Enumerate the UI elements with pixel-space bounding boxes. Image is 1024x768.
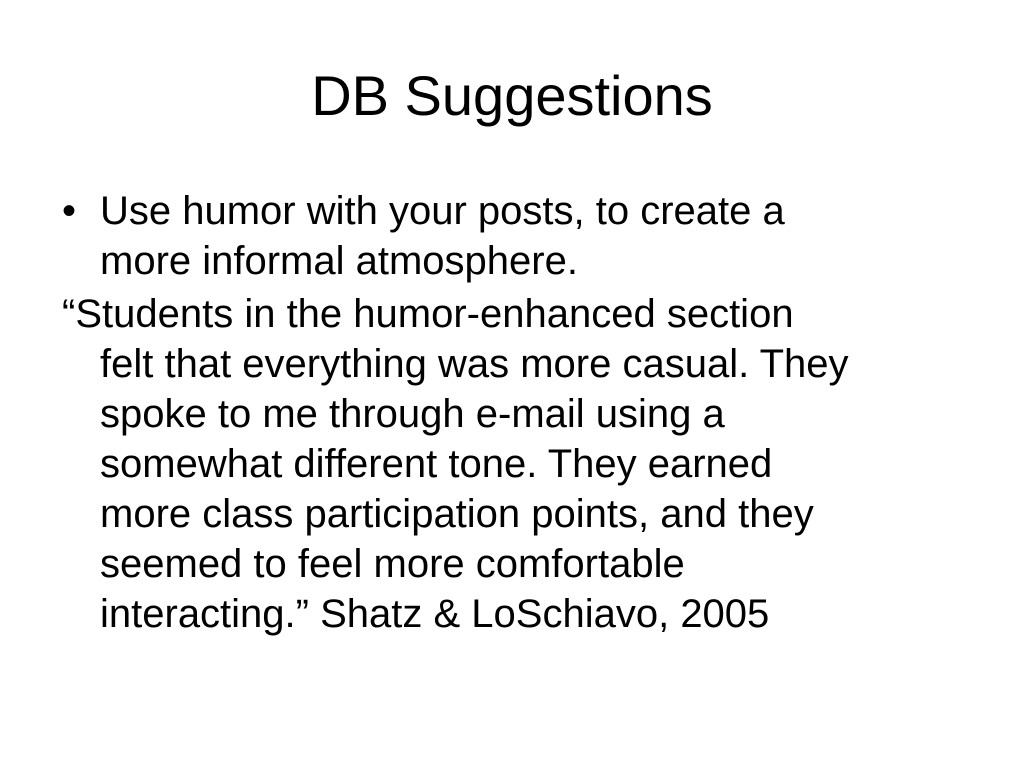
quote-text-line: spoke to me through e-mail using a	[100, 392, 725, 436]
slide-title: DB Suggestions	[311, 64, 713, 127]
quote-text-line: somewhat different tone. They earned	[100, 442, 773, 486]
quote-text-line: interacting.” Shatz & LoSchiavo, 2005	[100, 592, 770, 636]
quote-text-line: seemed to feel more comfortable	[100, 542, 685, 586]
slide-body	[62, 186, 972, 642]
quote-paragraph	[62, 289, 972, 639]
bullet-item	[62, 186, 972, 286]
quote-text-line: felt that everything was more casual. They	[100, 342, 849, 386]
bullet-text-line: Use humor with your posts, to create a	[100, 189, 785, 233]
bullet-text-line: more informal atmosphere.	[100, 239, 578, 283]
bullet-icon: •	[62, 189, 77, 233]
quote-text-line: more class participation points, and they	[100, 492, 814, 536]
quote-text-line: “Students in the humor-enhanced section	[62, 292, 794, 336]
